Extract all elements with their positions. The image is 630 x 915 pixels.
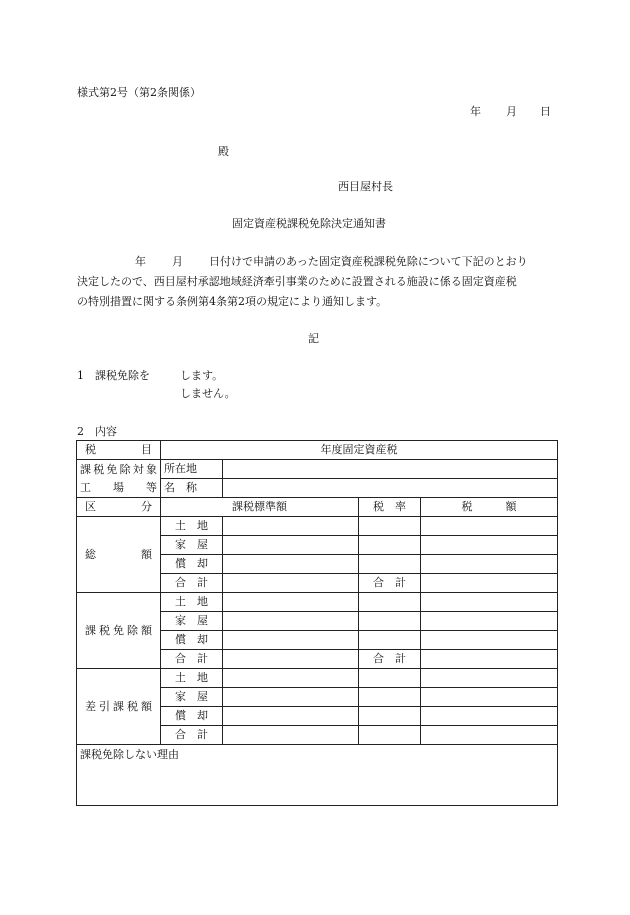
target-label-line2: 工 場 等 [80, 480, 157, 494]
body-line-3: の特別措置に関する条例第4条第2項の規定により通知します。 [77, 295, 388, 308]
col-header-zeiritsu: 税 率 [359, 498, 421, 517]
row-label-kaoku: 家 屋 [161, 612, 223, 631]
cell-zeiritsu [359, 536, 421, 555]
shozaichi-value [223, 460, 558, 479]
cell-hyojun [223, 688, 359, 707]
zeimoku-value: 年度固定資産税 [161, 441, 558, 460]
table-row [77, 593, 558, 612]
reason-cell: 課税免除しない理由 [77, 745, 558, 806]
row-label-tochi: 土 地 [161, 517, 223, 536]
body-line-2: 決定したので、西目屋村承認地域経済牽引事業のために設置される施設に係る固定資産税 [77, 275, 517, 288]
cell-zeiritsu [359, 612, 421, 631]
group-label-menjo: 課税免除額 [77, 593, 161, 669]
document-title: 固定資産税課税免除決定通知書 [232, 217, 386, 230]
para-month: 月 [172, 255, 183, 268]
row-label-gokei: 合 計 [161, 574, 223, 593]
cell-hyojun [223, 726, 359, 745]
table-row [77, 669, 558, 688]
cell-zeigaku [421, 555, 558, 574]
cell-zeigaku [421, 574, 558, 593]
item1-option-shimasen: しません。 [180, 387, 236, 400]
item2-label: 内容 [95, 425, 117, 438]
body-line-1 [77, 252, 557, 272]
target-facility-label [77, 460, 161, 498]
tax-exemption-table [76, 440, 558, 806]
item1-option-shimasu: します。 [180, 369, 224, 382]
row-label-gokei: 合 計 [161, 650, 223, 669]
cell-zeiritsu [359, 517, 421, 536]
meisho-value [223, 479, 558, 498]
table-row [77, 517, 558, 536]
row-label-kaoku: 家 屋 [161, 688, 223, 707]
cell-zeiritsu [359, 555, 421, 574]
date-day-label: 日 [540, 105, 551, 118]
addressee-suffix: 殿 [218, 145, 229, 158]
group-label-sogaku: 総 額 [77, 517, 161, 593]
cell-hyojun [223, 536, 359, 555]
para-line1-text: 日付けで申請のあった固定資産税課税免除について下記のとおり [209, 255, 528, 268]
date-month-label: 月 [506, 105, 517, 118]
shozaichi-label: 所在地 [161, 460, 223, 479]
cell-hyojun [223, 707, 359, 726]
cell-hyojun [223, 650, 359, 669]
row-label-tochi: 土 地 [161, 669, 223, 688]
col-header-zeigaku: 税 額 [421, 498, 558, 517]
cell-zeigaku [421, 631, 558, 650]
row-shozaichi [77, 460, 558, 479]
cell-hyojun [223, 555, 359, 574]
date-year-label: 年 [470, 105, 481, 118]
cell-zeigaku [421, 593, 558, 612]
cell-zeigaku [421, 669, 558, 688]
cell-zeiritsu [359, 726, 421, 745]
cell-hyojun [223, 593, 359, 612]
ki-heading: 記 [308, 332, 319, 345]
cell-zeiritsu [359, 593, 421, 612]
body-paragraph [77, 252, 557, 312]
row-zeimoku [77, 441, 558, 460]
col-header-hyojun: 課税標準額 [161, 498, 359, 517]
row-label-gokei: 合 計 [161, 726, 223, 745]
cell-zeigaku [421, 650, 558, 669]
cell-rate-gokei: 合 計 [359, 574, 421, 593]
item1-number: 1 [77, 369, 84, 382]
cell-zeiritsu [359, 707, 421, 726]
target-label-line1: 課税免除対象 [80, 462, 157, 476]
group-label-sashihiki: 差引課税額 [77, 669, 161, 745]
row-label-kaoku: 家 屋 [161, 536, 223, 555]
row-label-shokyaku: 償 却 [161, 555, 223, 574]
form-number: 様式第2号（第2条関係） [77, 86, 201, 99]
cell-zeigaku [421, 726, 558, 745]
row-kubun-header [77, 498, 558, 517]
cell-zeigaku [421, 707, 558, 726]
zeimoku-label: 税 目 [77, 441, 161, 460]
cell-zeigaku [421, 612, 558, 631]
cell-rate-gokei: 合 計 [359, 650, 421, 669]
item1-label: 課税免除を [95, 369, 150, 382]
cell-zeigaku [421, 517, 558, 536]
row-reason [77, 745, 558, 806]
row-label-shokyaku: 償 却 [161, 707, 223, 726]
row-label-shokyaku: 償 却 [161, 631, 223, 650]
cell-zeiritsu [359, 669, 421, 688]
cell-hyojun [223, 669, 359, 688]
cell-zeigaku [421, 688, 558, 707]
item2-number: 2 [77, 425, 84, 438]
cell-hyojun [223, 574, 359, 593]
issuer-name: 西目屋村長 [338, 180, 393, 193]
cell-zeigaku [421, 536, 558, 555]
cell-hyojun [223, 631, 359, 650]
cell-zeiritsu [359, 688, 421, 707]
row-label-tochi: 土 地 [161, 593, 223, 612]
cell-hyojun [223, 517, 359, 536]
kubun-label: 区 分 [77, 498, 161, 517]
para-year: 年 [135, 255, 146, 268]
cell-hyojun [223, 612, 359, 631]
cell-zeiritsu [359, 631, 421, 650]
meisho-label: 名 称 [161, 479, 223, 498]
